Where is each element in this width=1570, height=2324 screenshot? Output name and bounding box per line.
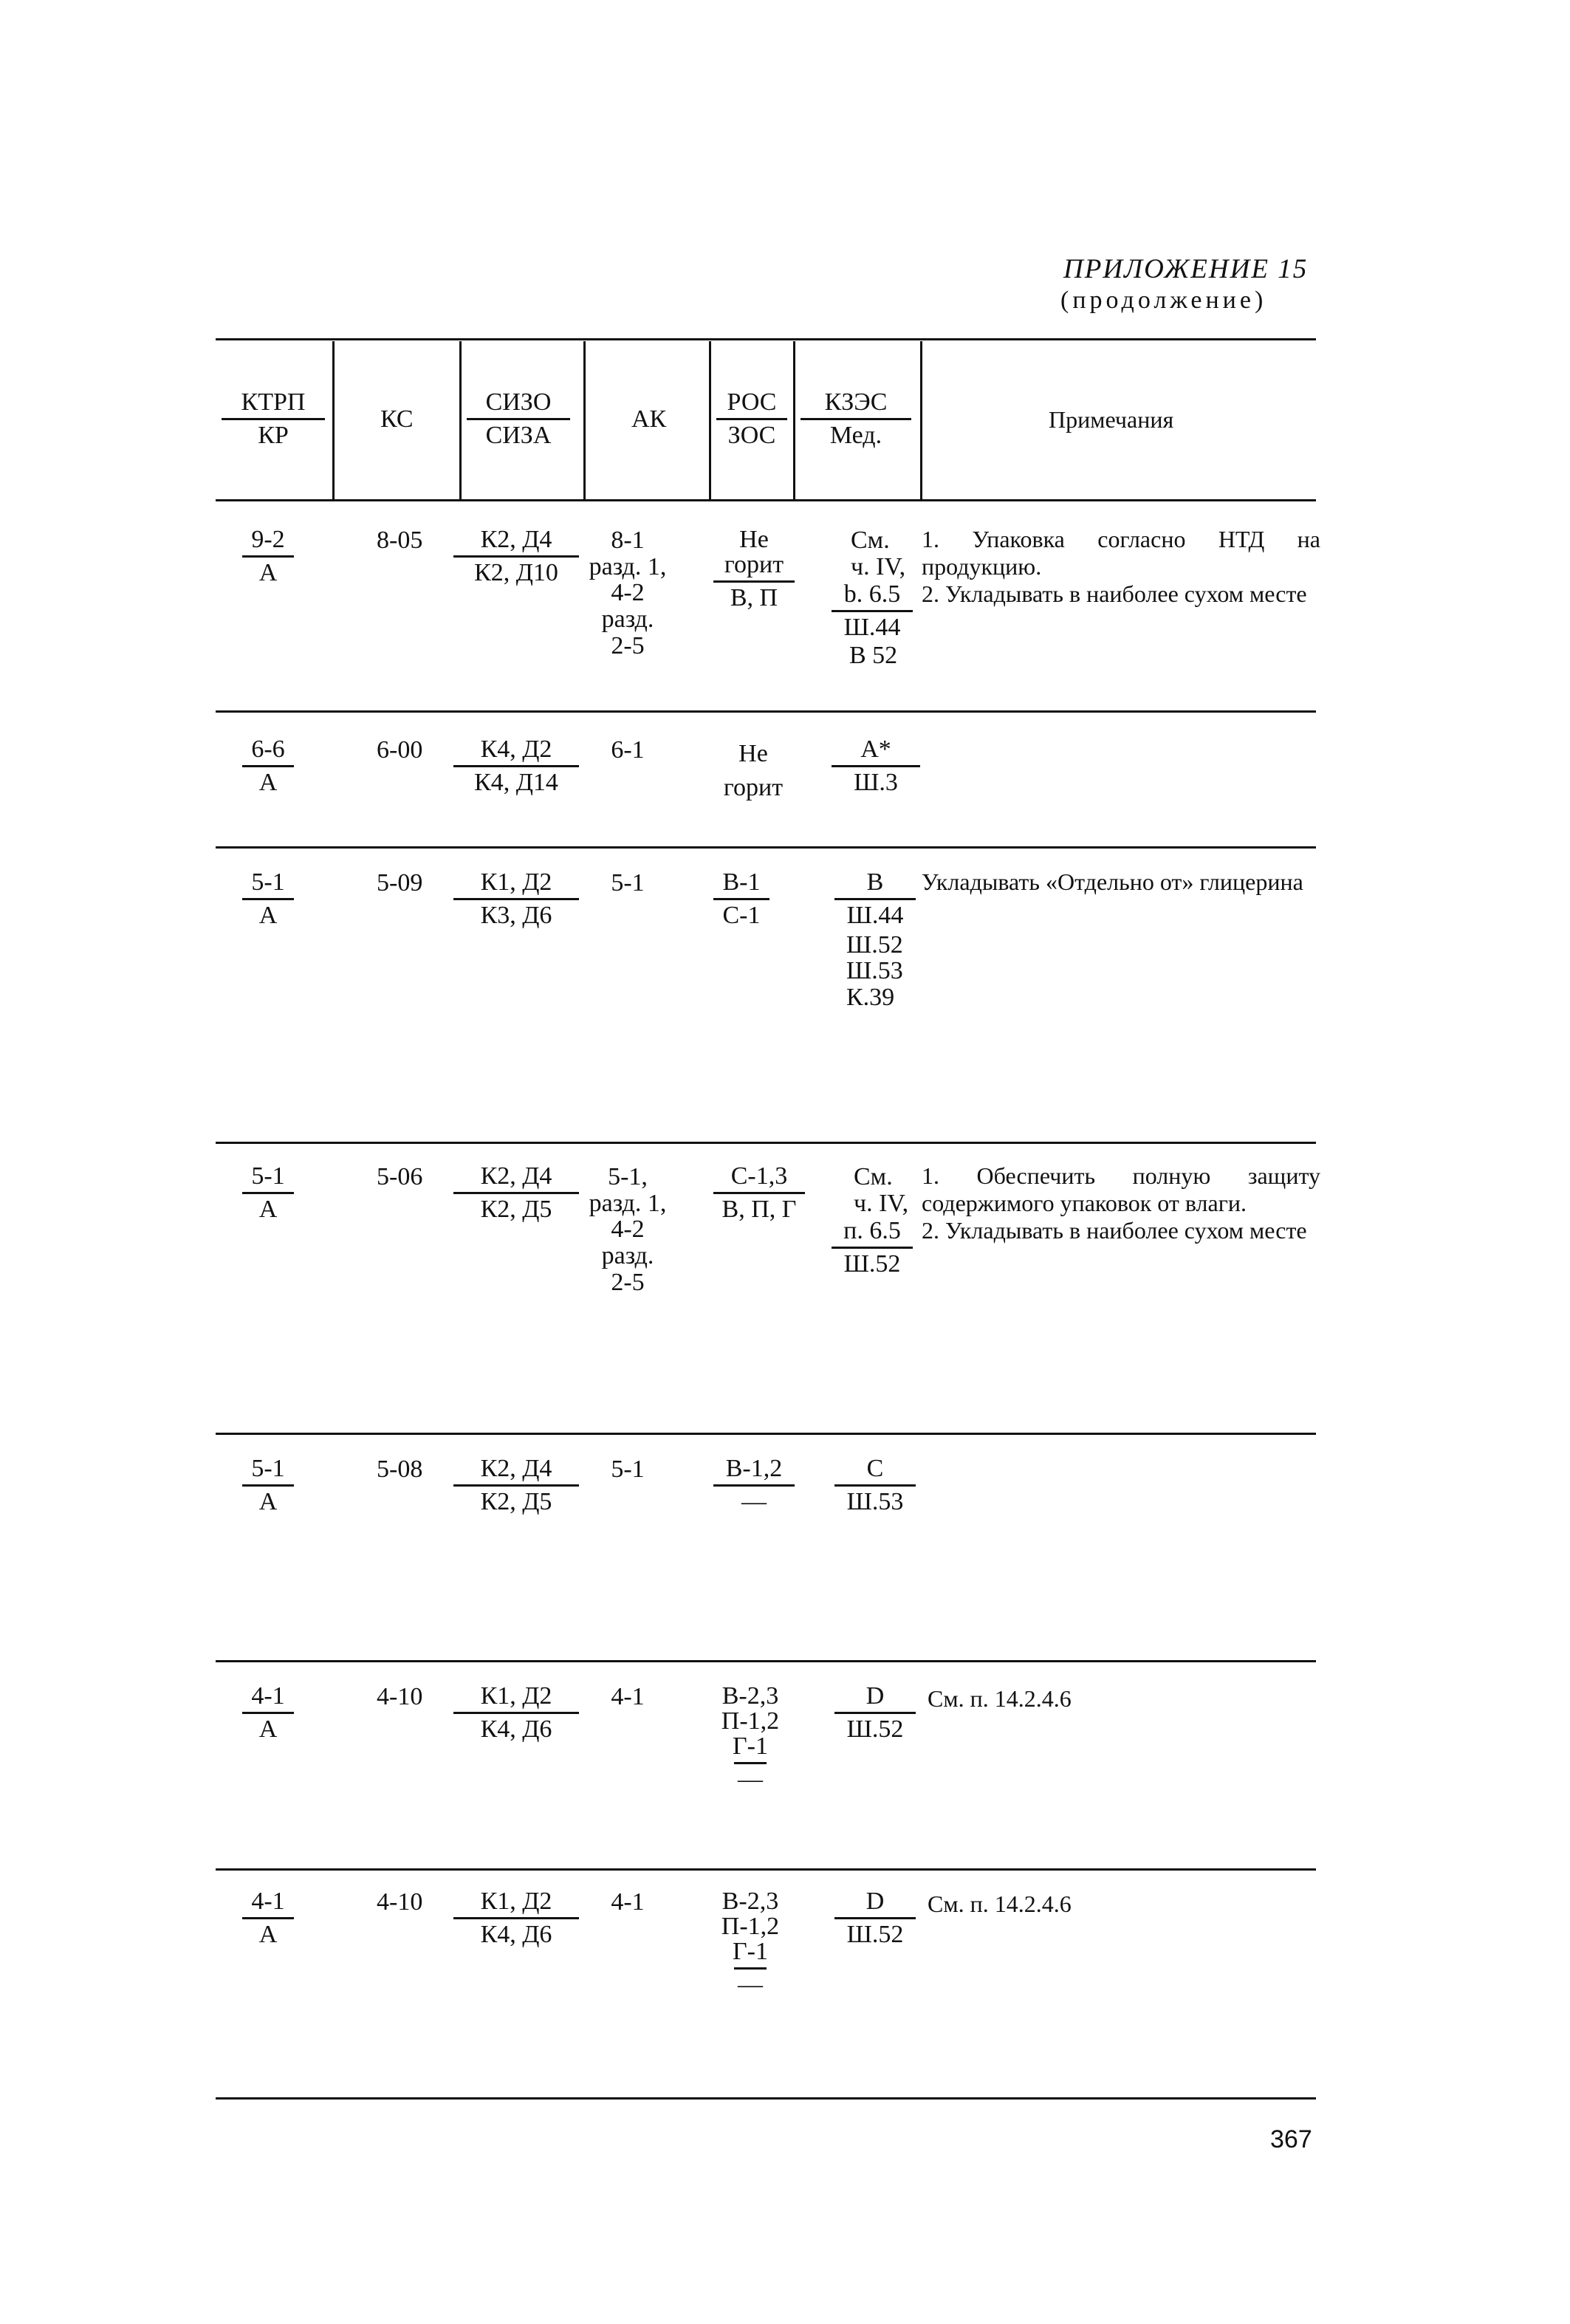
page-number: 367 — [1270, 2125, 1312, 2153]
header-kzes: КЗЭС — [824, 388, 888, 416]
header-kr: КР — [258, 422, 289, 449]
kzes-value: D — [865, 1682, 885, 1710]
siza-value: К2, Д10 — [474, 559, 558, 586]
fraction-bar — [734, 1762, 767, 1764]
row-4-ak — [576, 1456, 679, 1483]
kr-value: А — [258, 1196, 278, 1223]
note-line: 1. Упаковка согласно НТД на продукцию. — [922, 526, 1320, 580]
fraction-bar — [453, 765, 579, 767]
kzes-line: ч. IV, — [854, 1189, 909, 1217]
ros-line: Не — [739, 526, 769, 553]
siza-value: К2, Д5 — [480, 1196, 552, 1223]
siza-value: К4, Д6 — [480, 1921, 552, 1948]
siza-value: К3, Д6 — [480, 902, 552, 929]
row-5-notes — [928, 1685, 1326, 1713]
fraction-bar — [242, 1484, 294, 1487]
fraction-bar — [713, 1192, 805, 1194]
header-med: Мед. — [829, 422, 882, 449]
kr-value: А — [258, 1715, 278, 1743]
kzes-line: Ш.52 — [846, 931, 903, 959]
kr-value: А — [258, 1921, 278, 1948]
ak-line: 6-1 — [611, 736, 645, 764]
ak-line: 2-5 — [611, 631, 645, 659]
fraction-bar — [242, 1917, 294, 1919]
row-0-ks: 8-05 — [377, 527, 423, 554]
kzes-line: См. — [854, 1163, 893, 1190]
ktrp-value: 9-2 — [251, 526, 285, 553]
row-3-ak — [576, 1164, 679, 1295]
fraction-bar — [713, 580, 795, 583]
ros-line: С-1,3 — [730, 1162, 788, 1190]
zos-value: В, П — [730, 584, 778, 611]
ktrp-value: 6-6 — [251, 736, 285, 763]
header-ros-zos — [716, 390, 787, 448]
fraction-bar — [832, 1247, 913, 1249]
sizo-value: К1, Д2 — [480, 1888, 552, 1915]
ak-line: 5-1, — [608, 1163, 648, 1190]
header-sizo: СИЗО — [485, 388, 552, 416]
row-3-kzes — [854, 1164, 908, 1216]
ros-line: В-2,3 — [721, 1888, 779, 1915]
kzes-value: В — [866, 868, 884, 896]
zos-value: — — [741, 1488, 767, 1515]
row-3-ktrp — [242, 1164, 294, 1222]
row-3-sizo — [453, 1164, 579, 1222]
note-line: См. п. 14.2.4.6 — [928, 1891, 1072, 1917]
med-value: Ш.52 — [843, 1250, 901, 1278]
row-0-kzes — [851, 527, 905, 580]
fraction-bar — [716, 418, 787, 420]
siza-value: К2, Д5 — [480, 1488, 552, 1515]
header-ktrp-kr — [222, 390, 325, 448]
kzes-value: D — [865, 1888, 885, 1915]
fraction-bar — [453, 555, 579, 558]
row-1-sizo — [453, 737, 579, 795]
row-5-ktrp — [242, 1684, 294, 1742]
med-value: Ш.3 — [854, 769, 898, 796]
row-0-kzes-post — [849, 642, 897, 669]
fraction-bar — [453, 1484, 579, 1487]
row-5-kzes — [834, 1684, 916, 1742]
fraction-bar — [453, 1712, 579, 1714]
med-value: Ш.52 — [846, 1715, 904, 1743]
row-4-ktrp — [242, 1456, 294, 1515]
ak-line: разд. — [601, 606, 654, 634]
siza-value: К4, Д14 — [474, 769, 558, 796]
sizo-value: К4, Д2 — [480, 736, 552, 763]
ros-line: Г-1 — [733, 1938, 768, 1965]
ros-line: В-1 — [722, 868, 761, 896]
col-separator — [459, 341, 462, 499]
row-6-ros — [713, 1889, 787, 1998]
header-ktrp: КТРП — [241, 388, 306, 416]
kr-value: А — [258, 1488, 278, 1515]
row-2-ktrp — [242, 870, 294, 928]
row-6-ak — [576, 1889, 679, 1916]
ros-line: Г-1 — [733, 1732, 768, 1760]
row-6-notes — [928, 1891, 1326, 1918]
row-6-ks: 4-10 — [377, 1888, 423, 1916]
row-6-ktrp — [242, 1889, 294, 1947]
row-3-ros — [713, 1164, 805, 1222]
row-separator — [216, 846, 1316, 849]
row-6-sizo — [453, 1889, 579, 1947]
row-2-notes — [922, 868, 1320, 896]
kr-value: А — [258, 902, 278, 929]
med-value: Ш.52 — [846, 1921, 904, 1948]
row-4-ks: 5-08 — [377, 1456, 423, 1483]
fraction-bar — [453, 1917, 579, 1919]
appendix-title: ПРИЛОЖЕНИЕ 15 — [1063, 254, 1309, 284]
ros-line: В-2,3 — [721, 1682, 779, 1710]
row-2-ak — [576, 870, 679, 897]
fraction-bar — [834, 1917, 916, 1919]
ros-line: горит — [724, 551, 784, 578]
ak-line: 5-1 — [611, 869, 645, 897]
row-1-ks: 6-00 — [377, 736, 423, 764]
note-line: 2. Укладывать в наиболее сухом месте — [922, 580, 1307, 608]
fraction-bar — [834, 898, 916, 900]
fraction-bar — [453, 898, 579, 900]
note-line: См. п. 14.2.4.6 — [928, 1685, 1072, 1712]
fraction-bar — [242, 765, 294, 767]
fraction-bar — [453, 1192, 579, 1194]
note-line: 2. Укладывать в наиболее сухом месте — [922, 1217, 1307, 1244]
table-bottom-rule — [216, 2097, 1316, 2100]
row-4-ros — [713, 1456, 795, 1515]
col-separator — [332, 341, 335, 499]
header-ak: АК — [631, 405, 667, 433]
row-3-ks: 5-06 — [377, 1163, 423, 1190]
kzes-line: Ш.53 — [846, 957, 903, 985]
kr-value: А — [258, 769, 278, 796]
appendix-subtitle: (продолжение) — [1060, 287, 1267, 314]
fraction-bar — [467, 418, 570, 420]
ak-line: разд. 1, — [589, 1189, 667, 1217]
header-sizo-siza — [467, 390, 570, 448]
fraction-bar — [832, 765, 920, 767]
zos-value: С-1 — [722, 902, 761, 929]
ros-line: П-1,2 — [721, 1913, 780, 1940]
header-ros: РОС — [727, 388, 777, 416]
fraction-bar — [242, 1192, 294, 1194]
fraction-bar — [242, 1712, 294, 1714]
ak-line: 4-2 — [611, 1216, 645, 1244]
header-kzes-med — [801, 390, 911, 448]
row-0-notes — [922, 526, 1320, 608]
row-5-ak — [576, 1684, 679, 1710]
kzes-line: К.39 — [846, 983, 895, 1011]
row-3-notes — [922, 1162, 1320, 1244]
kzes-value: п. 6.5 — [843, 1217, 901, 1244]
row-6-kzes — [834, 1889, 916, 1947]
ak-line: 2-5 — [611, 1268, 645, 1296]
row-separator — [216, 1142, 1316, 1144]
sizo-value: К2, Д4 — [480, 1455, 552, 1482]
fraction-bar — [734, 1967, 767, 1970]
kzes-line: ч. IV, — [851, 552, 906, 580]
sizo-value: К2, Д4 — [480, 1162, 552, 1190]
row-2-kzes — [834, 870, 916, 928]
row-5-ros — [713, 1684, 787, 1792]
row-3-kzes-frac — [832, 1218, 913, 1277]
row-0-ak — [576, 527, 679, 659]
med-value: Ш.44 — [846, 902, 904, 929]
table-header-rule — [216, 499, 1316, 501]
ak-line: 4-1 — [611, 1888, 645, 1916]
table-top-rule — [216, 338, 1316, 340]
col-separator — [709, 341, 711, 499]
ak-line: 8-1 — [611, 527, 645, 554]
row-2-ks: 5-09 — [377, 869, 423, 897]
fraction-bar — [834, 1484, 916, 1487]
kzes-value: А* — [860, 736, 891, 763]
ak-line: 4-1 — [611, 1683, 645, 1710]
note-line: Укладывать «Отдельно от» глицерина — [922, 868, 1303, 895]
header-ks: КС — [380, 405, 414, 433]
sizo-value: К1, Д2 — [480, 1682, 552, 1710]
row-2-kzes-post — [846, 932, 903, 1010]
ktrp-value: 4-1 — [251, 1888, 285, 1915]
ros-line: В-1,2 — [725, 1455, 783, 1482]
row-4-kzes — [834, 1456, 916, 1515]
ros-line: Не — [738, 740, 768, 767]
header-siza: СИЗА — [485, 422, 552, 449]
col-separator — [920, 341, 922, 499]
fraction-bar — [222, 418, 325, 420]
row-1-kzes — [832, 737, 920, 795]
row-separator — [216, 710, 1316, 713]
row-1-ros — [709, 737, 798, 805]
sizo-value: К1, Д2 — [480, 868, 552, 896]
fraction-bar — [713, 898, 769, 900]
kzes-line: См. — [851, 527, 890, 554]
header-notes: Примечания — [1049, 406, 1174, 433]
kzes-value: С — [866, 1455, 884, 1482]
row-1-ak — [576, 737, 679, 764]
row-4-sizo — [453, 1456, 579, 1515]
row-separator — [216, 1660, 1316, 1662]
row-2-ros — [713, 870, 769, 928]
row-0-ktrp — [242, 527, 294, 586]
row-1-ktrp — [242, 737, 294, 795]
ktrp-value: 5-1 — [251, 1162, 285, 1190]
row-0-ros — [713, 527, 795, 611]
row-5-sizo — [453, 1684, 579, 1742]
ak-line: разд. 1, — [589, 552, 667, 580]
header-zos: ЗОС — [727, 422, 776, 449]
row-2-sizo — [453, 870, 579, 928]
col-separator — [793, 341, 795, 499]
ros-line: горит — [723, 773, 784, 801]
row-separator — [216, 1433, 1316, 1435]
fraction-bar — [713, 1484, 795, 1487]
ktrp-value: 4-1 — [251, 1682, 285, 1710]
col-separator — [583, 341, 586, 499]
kzes-value: b. 6.5 — [843, 580, 901, 608]
ros-line: П-1,2 — [721, 1707, 780, 1735]
ak-line: 5-1 — [611, 1456, 645, 1483]
ak-line: 4-2 — [611, 579, 645, 607]
kzes-line: В 52 — [849, 642, 898, 669]
kr-value: А — [258, 559, 278, 586]
row-0-sizo — [453, 527, 579, 586]
row-0-kzes-frac — [832, 582, 913, 640]
zos-value: В, П, Г — [721, 1196, 797, 1223]
fraction-bar — [832, 610, 913, 612]
note-line: 1. Обеспечить полную защиту содержимого упаковок от влаги. — [922, 1162, 1320, 1217]
fraction-bar — [242, 898, 294, 900]
sizo-value: К2, Д4 — [480, 526, 552, 553]
ak-line: разд. — [601, 1242, 654, 1270]
row-5-ks: 4-10 — [377, 1683, 423, 1710]
fraction-bar — [834, 1712, 916, 1714]
zos-value: — — [738, 1766, 763, 1793]
siza-value: К4, Д6 — [480, 1715, 552, 1743]
ktrp-value: 5-1 — [251, 868, 285, 896]
fraction-bar — [801, 418, 911, 420]
zos-value: — — [738, 1971, 763, 1998]
ktrp-value: 5-1 — [251, 1455, 285, 1482]
fraction-bar — [242, 555, 294, 558]
med-value: Ш.44 — [843, 614, 901, 641]
row-separator — [216, 1868, 1316, 1871]
med-value: Ш.53 — [846, 1488, 904, 1515]
